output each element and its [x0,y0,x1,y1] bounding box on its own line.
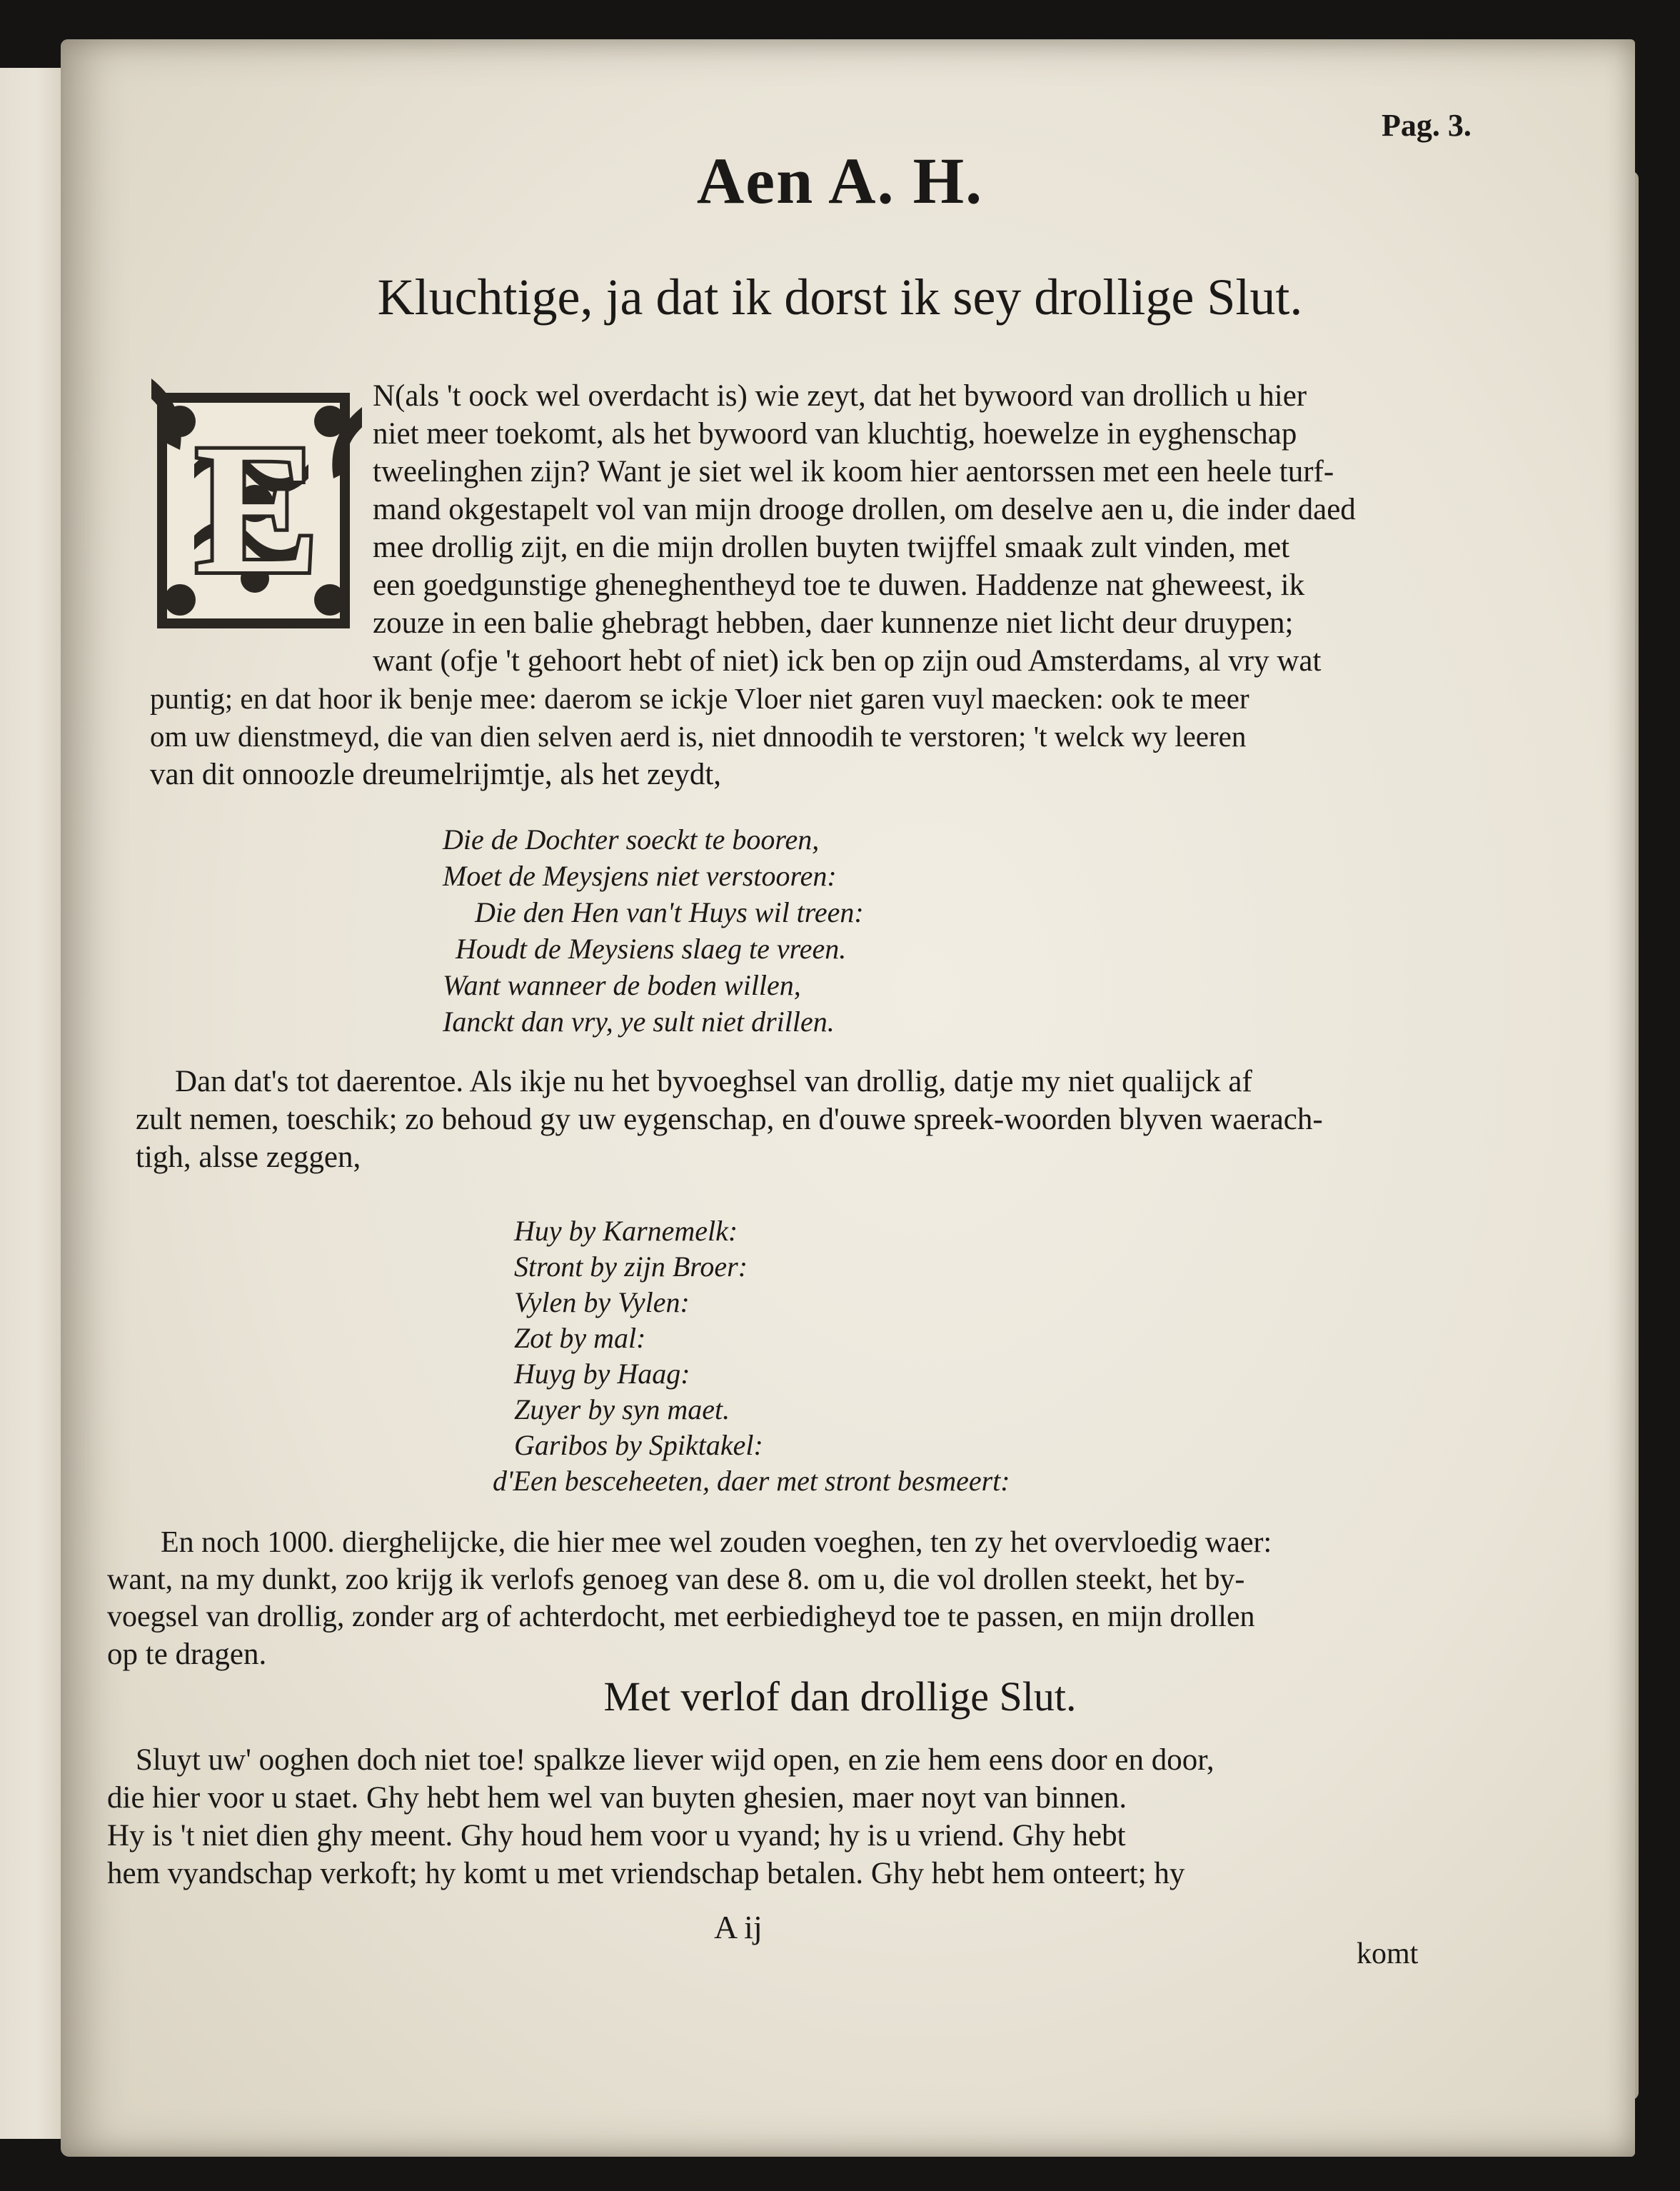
section-heading: Met verlof dan drollige Slut. [603,1673,1077,1720]
verse2-line: d'Een besceheeten, daer met stront besmeert: [493,1465,1010,1497]
para3-line: op te dragen. [107,1638,267,1671]
para1-line: tweelinghen zijn? Want je siet wel ik koom hier aentorssen met een heele turf- [373,455,1334,488]
para3-line: En noch 1000. dierghelijcke, die hier mee wel zouden voeghen, ten zy het overvloedig waer: [161,1526,1272,1559]
para1-line: N(als 't oock wel overdacht is) wie zeyt, dat het bywoord van drollich u hier [373,379,1307,413]
para2-line: tigh, alsse zeggen, [136,1140,361,1174]
para2-line: Dan dat's tot daerentoe. Als ikje nu het byvoeghsel van drollig, datje my niet qualijck af [175,1065,1252,1098]
para1-line: een goedgunstige gheneghentheyd toe te duwen. Haddenze nat gheweest, ik [373,568,1305,602]
signature-mark: A ij [714,1909,763,1945]
verse2-line: Stront by zijn Broer: [514,1250,748,1283]
verse2-line: Vylen by Vylen: [514,1286,690,1318]
para4-line: Hy is 't niet dien ghy meent. Ghy houd hem voor u vyand; hy is u vriend. Ghy hebt [107,1819,1126,1852]
para1-line: zouze in een balie ghebragt hebben, daer kunnenze niet licht deur druypen; [373,606,1294,640]
para4-line: Sluyt uw' ooghen doch niet toe! spalkze liever wijd open, en zie hem eens door en door, [136,1743,1214,1777]
para1-line: om uw dienstmeyd, die van dien selven aerd is, niet dnnoodih te verstoren; 't welck wy leeren [150,720,1247,753]
page-subtitle: Kluchtige, ja dat ik dorst ik sey drollige Slut. [377,269,1303,326]
verse1-line: Moet de Meysjens niet verstooren: [443,860,837,892]
page-number: Pag. 3. [1382,108,1472,143]
verse2-line: Huy by Karnemelk: [514,1215,738,1247]
verse1-line: Want wanneer de boden willen, [443,969,801,1001]
para4-line: hem vyandschap verkoft; hy komt u met vriendschap betalen. Ghy hebt hem onteert; hy [107,1857,1185,1890]
para1-line: puntig; en dat hoor ik benje mee: daerom se ickje Vloer niet garen vuyl maecken: ook te meer [150,682,1249,715]
para1-line: mee drollig zijt, en die mijn drollen buyten twijffel smaak zult vinden, met [373,531,1290,564]
verse1-line: Ianckt dan vry, ye sult niet drillen. [443,1006,835,1038]
initial-letter: E [195,406,319,612]
catchword: komt [1357,1937,1419,1970]
verse2-line: Huyg by Haag: [514,1358,690,1390]
verse2-line: Zot by mal: [514,1322,646,1354]
para3-line: want, na my dunkt, zoo krijg ik verlofs genoeg van dese 8. om u, die vol drollen steekt, het by- [107,1563,1245,1596]
decorated-initial [151,378,362,643]
para4-line: die hier voor u staet. Ghy hebt hem wel van buyten ghesien, maer noyt van binnen. [107,1781,1127,1815]
verse1-line: Houdt de Meysiens slaeg te vreen. [456,933,847,965]
verse2-line: Garibos by Spiktakel: [514,1429,763,1461]
para1-line: van dit onnoozle dreumelrijmtje, als het zeydt, [150,758,722,791]
para3-line: voegsel van drollig, zonder arg of achterdocht, met eerbiedigheyd toe te passen, en mijn drollen [107,1600,1255,1633]
para2-line: zult nemen, toeschik; zo behoud gy uw eygenschap, en d'ouwe spreek-woorden blyven waerach- [136,1103,1323,1136]
verse1-line: Die den Hen van't Huys wil treen: [475,896,864,928]
para1-line: niet meer toekomt, als het bywoord van kluchtig, hoewelze in eyghenschap [373,417,1297,451]
page-title: Aen A. H. [696,144,984,217]
para1-line: mand okgestapelt vol van mijn drooge drollen, om deselve aen u, die inder daed [373,493,1356,526]
verse2-line: Zuyer by syn maet. [514,1393,730,1425]
verse1-line: Die de Dochter soeckt te booren, [443,823,820,856]
para1-line: want (ofje 't gehoort hebt of niet) ick ben op zijn oud Amsterdams, al vry wat [373,644,1322,678]
